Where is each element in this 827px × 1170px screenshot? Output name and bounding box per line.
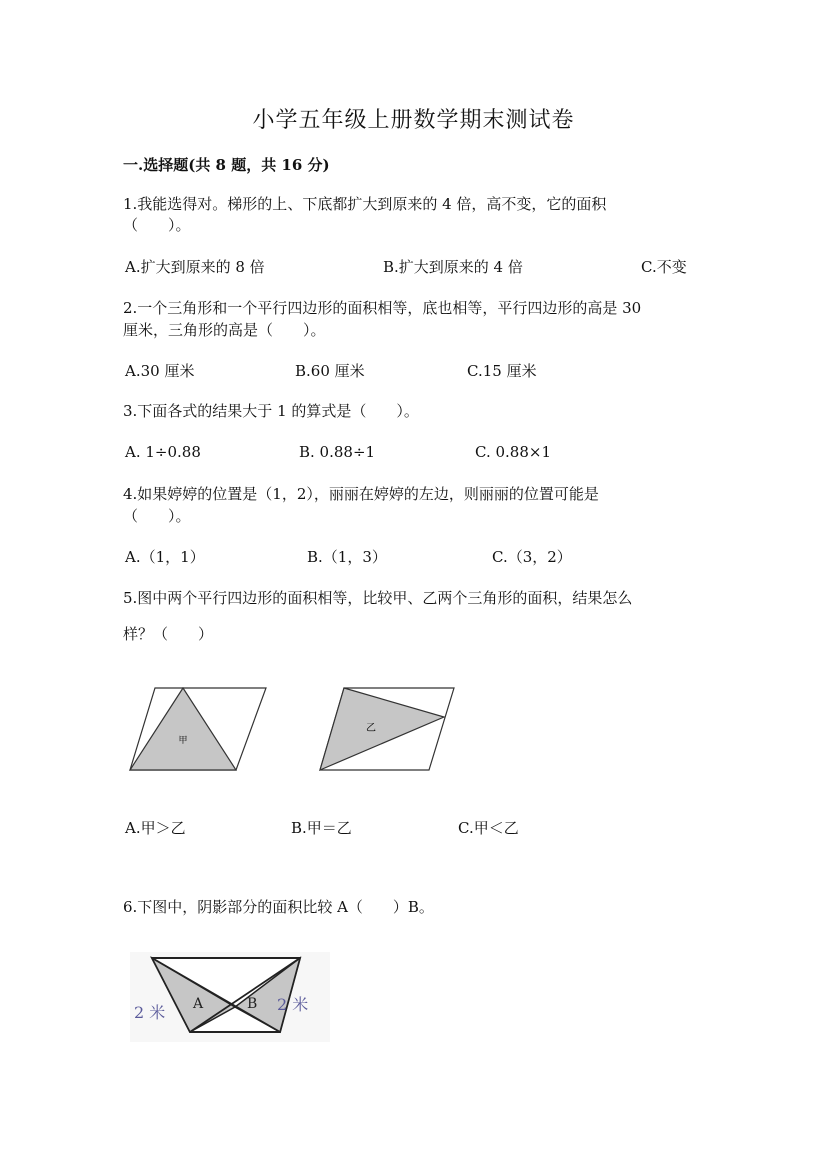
- question-4-option-a[interactable]: A.（1，1）: [125, 548, 205, 566]
- question-5-option-a[interactable]: A.甲＞乙: [125, 819, 186, 837]
- question-2-option-a[interactable]: A.30 厘米: [125, 362, 195, 380]
- label-jia: 甲: [178, 736, 188, 746]
- label-yi: 乙: [366, 723, 376, 734]
- question-1-option-c[interactable]: C.不变: [641, 258, 687, 276]
- section-heading: 一.选择题(共 8 题，共 16 分): [123, 156, 330, 174]
- question-5-text: 5.图中两个平行四边形的面积相等，比较甲、乙两个三角形的面积，结果怎么: [123, 589, 633, 607]
- question-1-option-a[interactable]: A.扩大到原来的 8 倍: [125, 258, 265, 276]
- question-3-option-b[interactable]: B. 0.88÷1: [299, 443, 376, 461]
- triangle-yi: [320, 688, 444, 770]
- trapezoid-figure: [130, 952, 330, 1042]
- question-5-option-c[interactable]: C.甲＜乙: [458, 819, 519, 837]
- question-4-text: 4.如果婷婷的位置是（1，2），丽丽在婷婷的左边，则丽丽的位置可能是: [123, 485, 599, 503]
- question-1-text-line2: （ ）。: [123, 216, 191, 234]
- question-2-text-line2: 厘米，三角形的高是（ ）。: [123, 321, 326, 339]
- question-4-text-line2: （ ）。: [123, 507, 191, 525]
- label-2m-right: 2 米: [277, 995, 309, 1014]
- page-title: 小学五年级上册数学期末测试卷: [252, 108, 575, 133]
- question-5-option-b[interactable]: B.甲＝乙: [291, 819, 352, 837]
- question-2-text: 2.一个三角形和一个平行四边形的面积相等，底也相等，平行四边形的高是 30: [123, 299, 642, 317]
- label-b: B: [247, 996, 258, 1012]
- question-2-option-b[interactable]: B.60 厘米: [295, 362, 365, 380]
- question-1-text: 1.我能选得对。梯形的上、下底都扩大到原来的 4 倍，高不变，它的面积: [123, 195, 607, 213]
- question-6-text: 6.下图中，阴影部分的面积比较 A（ ）B。: [123, 898, 434, 916]
- label-2m-left: 2 米: [134, 1003, 166, 1022]
- question-3-option-c[interactable]: C. 0.88×1: [475, 443, 551, 461]
- question-5-text-line2: 样？（ ）: [123, 625, 214, 643]
- question-3-option-a[interactable]: A. 1÷0.88: [125, 443, 201, 461]
- triangle-jia: [130, 688, 236, 770]
- question-4-option-b[interactable]: B.（1，3）: [307, 548, 387, 566]
- question-3-text: 3.下面各式的结果大于 1 的算式是（ ）。: [123, 402, 419, 420]
- parallelogram-figures: [125, 683, 465, 778]
- question-2-option-c[interactable]: C.15 厘米: [467, 362, 537, 380]
- label-a: A: [193, 996, 204, 1012]
- question-1-option-b[interactable]: B.扩大到原来的 4 倍: [383, 258, 523, 276]
- question-4-option-c[interactable]: C.（3，2）: [492, 548, 572, 566]
